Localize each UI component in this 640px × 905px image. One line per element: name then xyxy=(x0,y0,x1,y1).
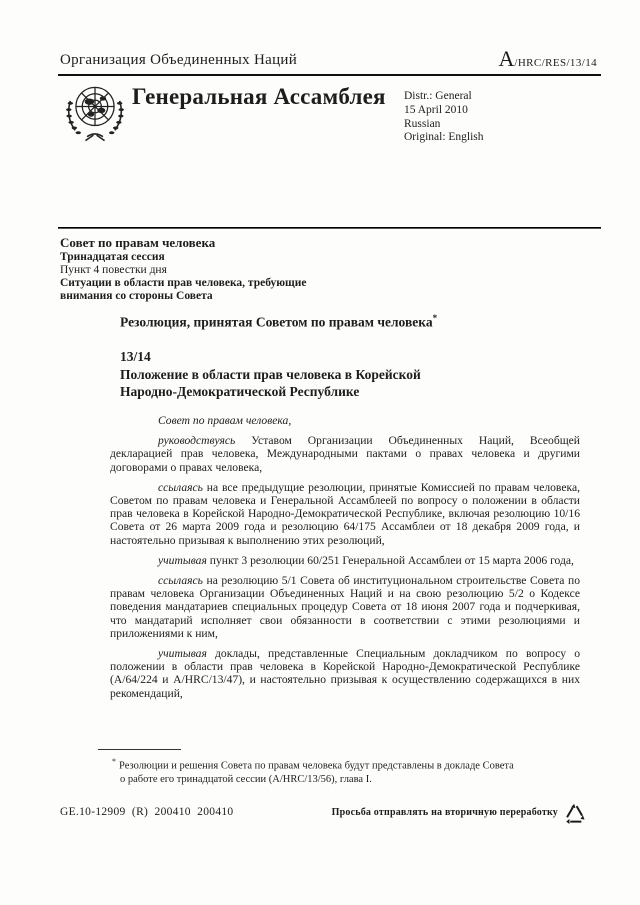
paragraph-preamble-2: ссылаясь на все предыдущие резолюции, принятые Комиссией по правам человека, Советом по правам человека и Генеральной Ассамблеей по вопросу о положении в области прав человека в Корейской Народно-Демократической Республике, включая резолюцию 10/16 Совета от 26 марта 2009 года и резолюцию 64/175 Ассамблеи от 18 декабря 2009 года, и настоятельно призывая к выполнению этих резолюций, xyxy=(110,480,580,547)
session-name: Тринадцатая сессия xyxy=(60,251,165,263)
footnote-mark: * xyxy=(112,757,116,766)
section-rule xyxy=(58,227,601,229)
paragraph-preamble-5: учитывая доклады, представленные Специальным докладчиком по вопросу о положении в области прав человека в Корейской Народно-Демократической Республике (A/64/224 и A/HRC/13/47), и настоятельно призывая к осуществлению содержащихся в них рекомендаций, xyxy=(110,647,580,700)
agenda-item: Пункт 4 повестки дня xyxy=(60,264,167,276)
recycle-note-text: Просьба отправлять на вторичную переработку xyxy=(331,807,558,818)
distr-line: Distr.: General xyxy=(404,90,472,102)
document-symbol-prefix: A xyxy=(498,46,515,71)
agenda-block xyxy=(60,235,307,303)
agenda-item-title-line2: внимания со стороны Совета xyxy=(60,290,213,302)
footnote xyxy=(112,755,514,787)
distribution-block xyxy=(404,90,484,145)
footnote-reference-mark: * xyxy=(432,313,438,323)
recycle-notice xyxy=(332,801,588,824)
document-symbol xyxy=(498,48,597,71)
paragraph-preamble-3: учитывая пункт 3 резолюции 60/251 Генеральной Ассамблеи от 15 марта 2006 года, xyxy=(158,553,574,567)
paragraph-preamble-4: ссылаясь на резолюцию 5/1 Совета об институциональном строительстве Совета по правам человека Организации Объединенных Наций и на свою резолюцию 5/2 о Кодексе поведения мандатариев специальных процедур Совета от 18 июня 2007 года и подчеркивая, что мандатарий исполняет свои обязанности в соответствии с этими резолюциями и приложениями к ним, xyxy=(110,574,580,640)
document-symbol-rest: /HRC/RES/13/14 xyxy=(514,57,597,69)
footnote-separator xyxy=(98,749,181,750)
paragraph-preamble-1: руководствуясь Уставом Организации Объединенных Наций, Всеобщей декларацией прав человека, Международными пактами о правах человека и другими договорами о правах человека, xyxy=(110,434,580,474)
footnote-text: Резолюции и решения Совета по правам человека будут представлены в докладе Совета о работе его тринадцатой сессии (A/HRC/13/56), глава I. xyxy=(119,760,514,785)
distr-original: Original: English xyxy=(404,131,484,144)
agenda-item-title-line1: Ситуации в области прав человека, требующие xyxy=(60,277,307,289)
resolution-body xyxy=(110,414,580,707)
distr-language: Russian xyxy=(404,117,441,130)
recycle-icon xyxy=(562,801,588,824)
paragraph-preamble-0: Совет по правам человека, xyxy=(158,414,292,427)
resolution-heading: Резолюция, принятая Советом по правам человека* xyxy=(120,313,438,330)
document-id: GE.10-12909 (R) 200410 200410 xyxy=(60,806,234,818)
resolution-title-line1: Положение в области прав человека в Корейской xyxy=(120,366,421,382)
distr-date: 15 April 2010 xyxy=(404,103,468,116)
resolution-number: 13/14 xyxy=(120,349,151,364)
org-name: Организация Объединенных Наций xyxy=(60,52,298,68)
resolution-title xyxy=(120,348,421,401)
resolution-title-line2: Народно-Демократической Республике xyxy=(120,384,360,399)
assembly-title: Генеральная Ассамблея xyxy=(132,84,386,109)
council-name: Совет по правам человека xyxy=(60,235,216,250)
un-emblem-icon xyxy=(63,81,127,151)
masthead-rule xyxy=(58,74,601,76)
